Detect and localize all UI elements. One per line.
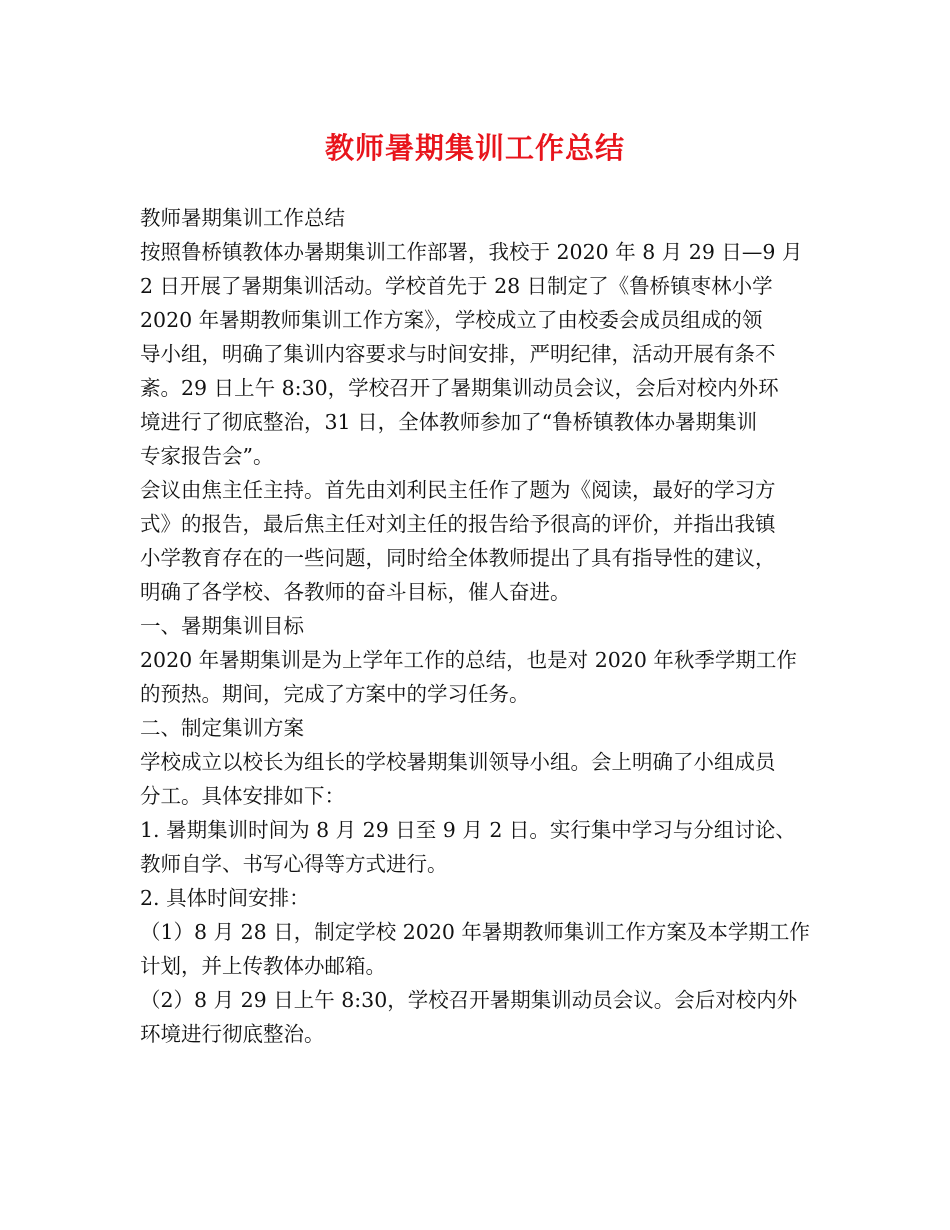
section-heading: 二、制定集训方案 — [140, 716, 304, 740]
body-line: 专家报告会”。 — [140, 444, 274, 468]
body-line: 教师自学、书写心得等方式进行。 — [140, 852, 448, 876]
document-body — [140, 201, 816, 1051]
body-line: 分工。具体安排如下： — [140, 784, 345, 808]
body-line: 导小组，明确了集训内容要求与时间安排，严明纪律，活动开展有条不 — [140, 342, 776, 366]
body-line: 会议由焦主任主持。首先由刘利民主任作了题为《阅读，最好的学习方 — [140, 478, 776, 502]
body-line: （2）8 月 29 日上午 8:30，学校召开暑期集训动员会议。会后对校内外 — [140, 988, 798, 1012]
body-line: （1）8 月 28 日，制定学校 2020 年暑期教师集训工作方案及本学期工作 — [140, 920, 810, 944]
body-line: 1. 暑期集训时间为 8 月 29 日至 9 月 2 日。实行集中学习与分组讨论、 — [140, 818, 796, 842]
body-line: 计划，并上传教体办邮箱。 — [140, 954, 386, 978]
body-line: 小学教育存在的一些问题，同时给全体教师提出了具有指导性的建议， — [140, 546, 776, 570]
body-line: 明确了各学校、各教师的奋斗目标，催人奋进。 — [140, 580, 571, 604]
body-line: 按照鲁桥镇教体办暑期集训工作部署，我校于 2020 年 8 月 29 日—9 月 — [140, 240, 803, 264]
body-line: 2 日开展了暑期集训活动。学校首先于 28 日制定了《鲁桥镇枣林小学 — [140, 274, 773, 298]
body-line: 式》的报告，最后焦主任对刘主任的报告给予很高的评价，并指出我镇 — [140, 512, 776, 536]
body-line: 教师暑期集训工作总结 — [140, 206, 345, 230]
body-line: 紊。29 日上午 8:30，学校召开了暑期集训动员会议，会后对校内外环 — [140, 376, 779, 400]
body-line: 境进行了彻底整治，31 日，全体教师参加了“鲁桥镇教体办暑期集训 — [140, 410, 758, 434]
body-line: 环境进行彻底整治。 — [140, 1022, 325, 1046]
section-heading: 一、暑期集训目标 — [140, 614, 304, 638]
body-line: 2020 年暑期集训是为上学年工作的总结，也是对 2020 年秋季学期工作 — [140, 648, 797, 672]
body-line: 2. 具体时间安排： — [140, 886, 310, 910]
body-line: 的预热。期间，完成了方案中的学习任务。 — [140, 682, 530, 706]
body-line: 2020 年暑期教师集训工作方案》，学校成立了由校委会成员组成的领 — [140, 308, 763, 332]
body-line: 学校成立以校长为组长的学校暑期集训领导小组。会上明确了小组成员 — [140, 750, 776, 774]
document-title: 教师暑期集训工作总结 — [324, 131, 625, 165]
